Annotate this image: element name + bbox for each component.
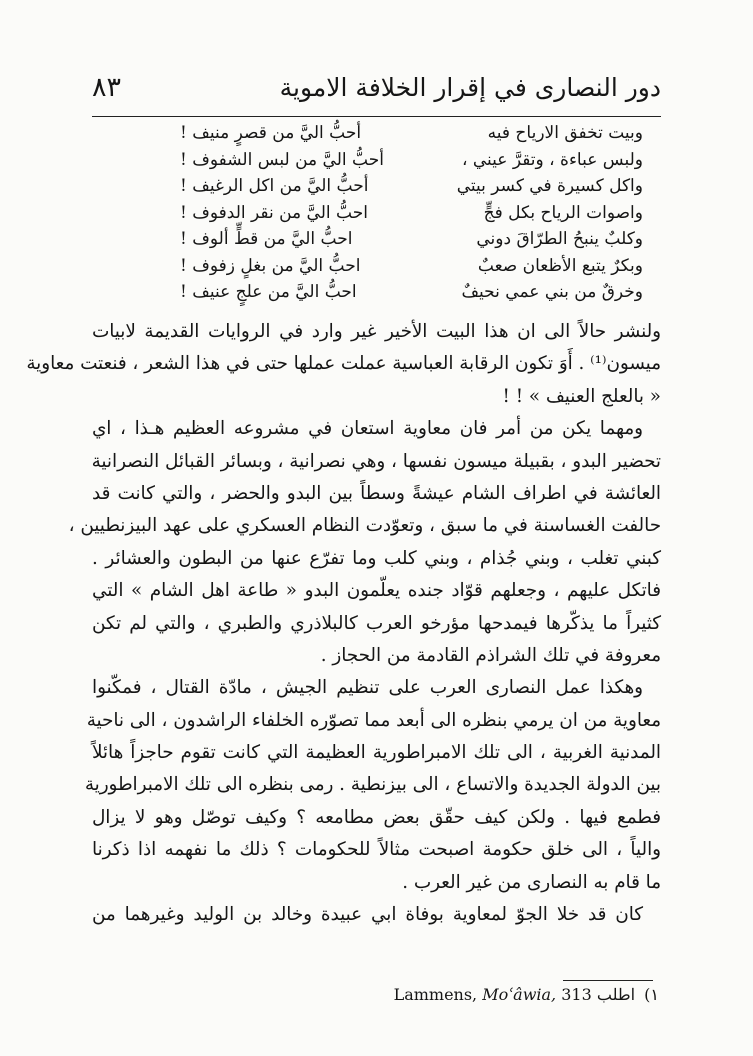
paragraph-line: فطمع فيها . ولكن كيف حقّق بعض مطامعه ؟ وكيف توصّل وهو لا يزال (92, 806, 661, 828)
verse-second-hemistich: أحبُّ اليَّ من اكل الرغيف ! (180, 176, 369, 197)
body-text (26, 316, 661, 931)
verse-second-hemistich: احبُّ اليَّ من قطٍّ ألوف ! (180, 229, 353, 250)
footnote (394, 985, 659, 1004)
verse-line (180, 200, 643, 227)
verse-first-hemistich: ولبس عباءة ، وتقرَّ عيني ، (461, 149, 643, 170)
paragraph-line: ولنشر حالاً الى ان هذا البيت الأخير غير وارد في الروايات القديمة لابيات (92, 321, 661, 342)
verse-line (180, 226, 643, 253)
verse-first-hemistich: وبيت تخفق الارياح فيه (487, 123, 643, 144)
paragraph-line: ميسون⁽¹⁾ . أَوَ تكون الرقابة العباسية عملت عملها حتى في هذا الشعر ، فنعتت معاوية (26, 353, 661, 375)
verse-first-hemistich: وكلبٌ ينبحُ الطرّاقَ دوني (476, 229, 643, 250)
page-header (92, 58, 661, 117)
paragraph-line: المدنية الغربية ، الى تلك الامبراطورية العظيمة التي كانت تقوم حاجزاً هائلاً (92, 742, 661, 764)
paragraph-line: كثيراً ما يذكّرها فيمدحها مؤرخو العرب كالبلاذري والطبري ، والتي لم تكن (92, 612, 661, 634)
footnote-reference (394, 985, 592, 1004)
verse-first-hemistich: واصوات الرياح بكل فجٍّ (483, 202, 643, 223)
footnote-work: Moʿâwia, (482, 985, 557, 1004)
verse-second-hemistich: احبُّ اليَّ من علجٍ عنيف ! (180, 282, 357, 303)
paragraph-line: ومهما يكن من أمر فان معاوية استعان في مشروعه العظيم هـذا ، اي (92, 418, 643, 440)
paragraph-line: ما قام به النصارى من غير العرب . (402, 871, 661, 893)
verse-first-hemistich: واكل كسيرة في كسر بيتي (456, 176, 643, 197)
paragraph-line: بين الدولة الجديدة والاتساع ، الى بيزنطية . رمى بنظره الى تلك الامبراطورية (84, 774, 661, 796)
paragraph-line: والياً ، الى خلق حكومة اصبحت مثالاً للحكومات ؟ ذلك ما نفهمه اذا ذكرنا (92, 839, 661, 861)
paragraph-line: حالفت الغساسنة في ما سبق ، وتعوّدت النظام العسكري على عهد البيزنطيين ، (68, 515, 661, 537)
verse-line (180, 120, 643, 147)
paragraph-line: العائشة في اطراف الشام عيشةً وسطاً بين البدو والحضر ، والتي كانت قد (92, 482, 661, 504)
footnote-author: Lammens, (393, 985, 478, 1004)
page-number: ٨٣ (92, 71, 122, 103)
verse-line (180, 253, 643, 280)
paragraph-line: « بالعلج العنيف » ! ! (502, 385, 661, 407)
verse-first-hemistich: وخرقٌ من بني عمي نحيفٌ (461, 282, 643, 303)
verse-line (180, 279, 643, 306)
paragraph-line: كان قد خلا الجوّ لمعاوية بوفاة ابي عبيدة وخالد بن الوليد وغيرهما من (92, 904, 643, 926)
verse-second-hemistich: احبُّ اليَّ من نقر الدفوف ! (180, 202, 368, 223)
running-title: دور النصارى في إقرار الخلافة الاموية (279, 72, 661, 102)
footnote-page: 313 (561, 985, 592, 1004)
verse-line (180, 147, 643, 174)
paragraph-line: كبني تغلب ، وبني جُذام ، وبني كلب وما تفرّع عنها من البطون والعشائر . (92, 547, 661, 569)
footnote-label: اطلب (596, 985, 636, 1004)
paragraph-line: فاتكل عليهم ، وجعلهم قوّاد جنده يعلّمون البدو « طاعة اهل الشام » التي (92, 580, 661, 602)
paragraph-line: معاوية من ان يرمي بنظره الى أبعد مما تصوّره الخلفاء الراشدون ، الى ناحية (86, 709, 661, 731)
verse-second-hemistich: أحبُّ اليَّ من لبس الشفوف ! (180, 149, 384, 170)
paragraph-line: معروفة في تلك الشراذم القادمة من الحجاز . (320, 644, 661, 666)
verse-second-hemistich: أحبُّ اليَّ من قصرٍ منيف ! (180, 123, 362, 144)
verse-line (180, 173, 643, 200)
verse-second-hemistich: احبُّ اليَّ من بغلٍ زفوف ! (180, 255, 361, 276)
footnote-divider (563, 980, 653, 981)
footnote-number: ١) (644, 985, 659, 1004)
paragraph-line: تحضير البدو ، بقبيلة ميسون نفسها ، وهي نصرانية ، وبسائر القبائل النصرانية (91, 450, 661, 472)
paragraph-line: وهكذا عمل النصارى العرب على تنظيم الجيش ، مادّة القتال ، فمكّنوا (92, 677, 643, 699)
poem-verses (180, 120, 643, 312)
verse-first-hemistich: وبكرٌ يتبع الأظعان صعبٌ (477, 255, 643, 276)
